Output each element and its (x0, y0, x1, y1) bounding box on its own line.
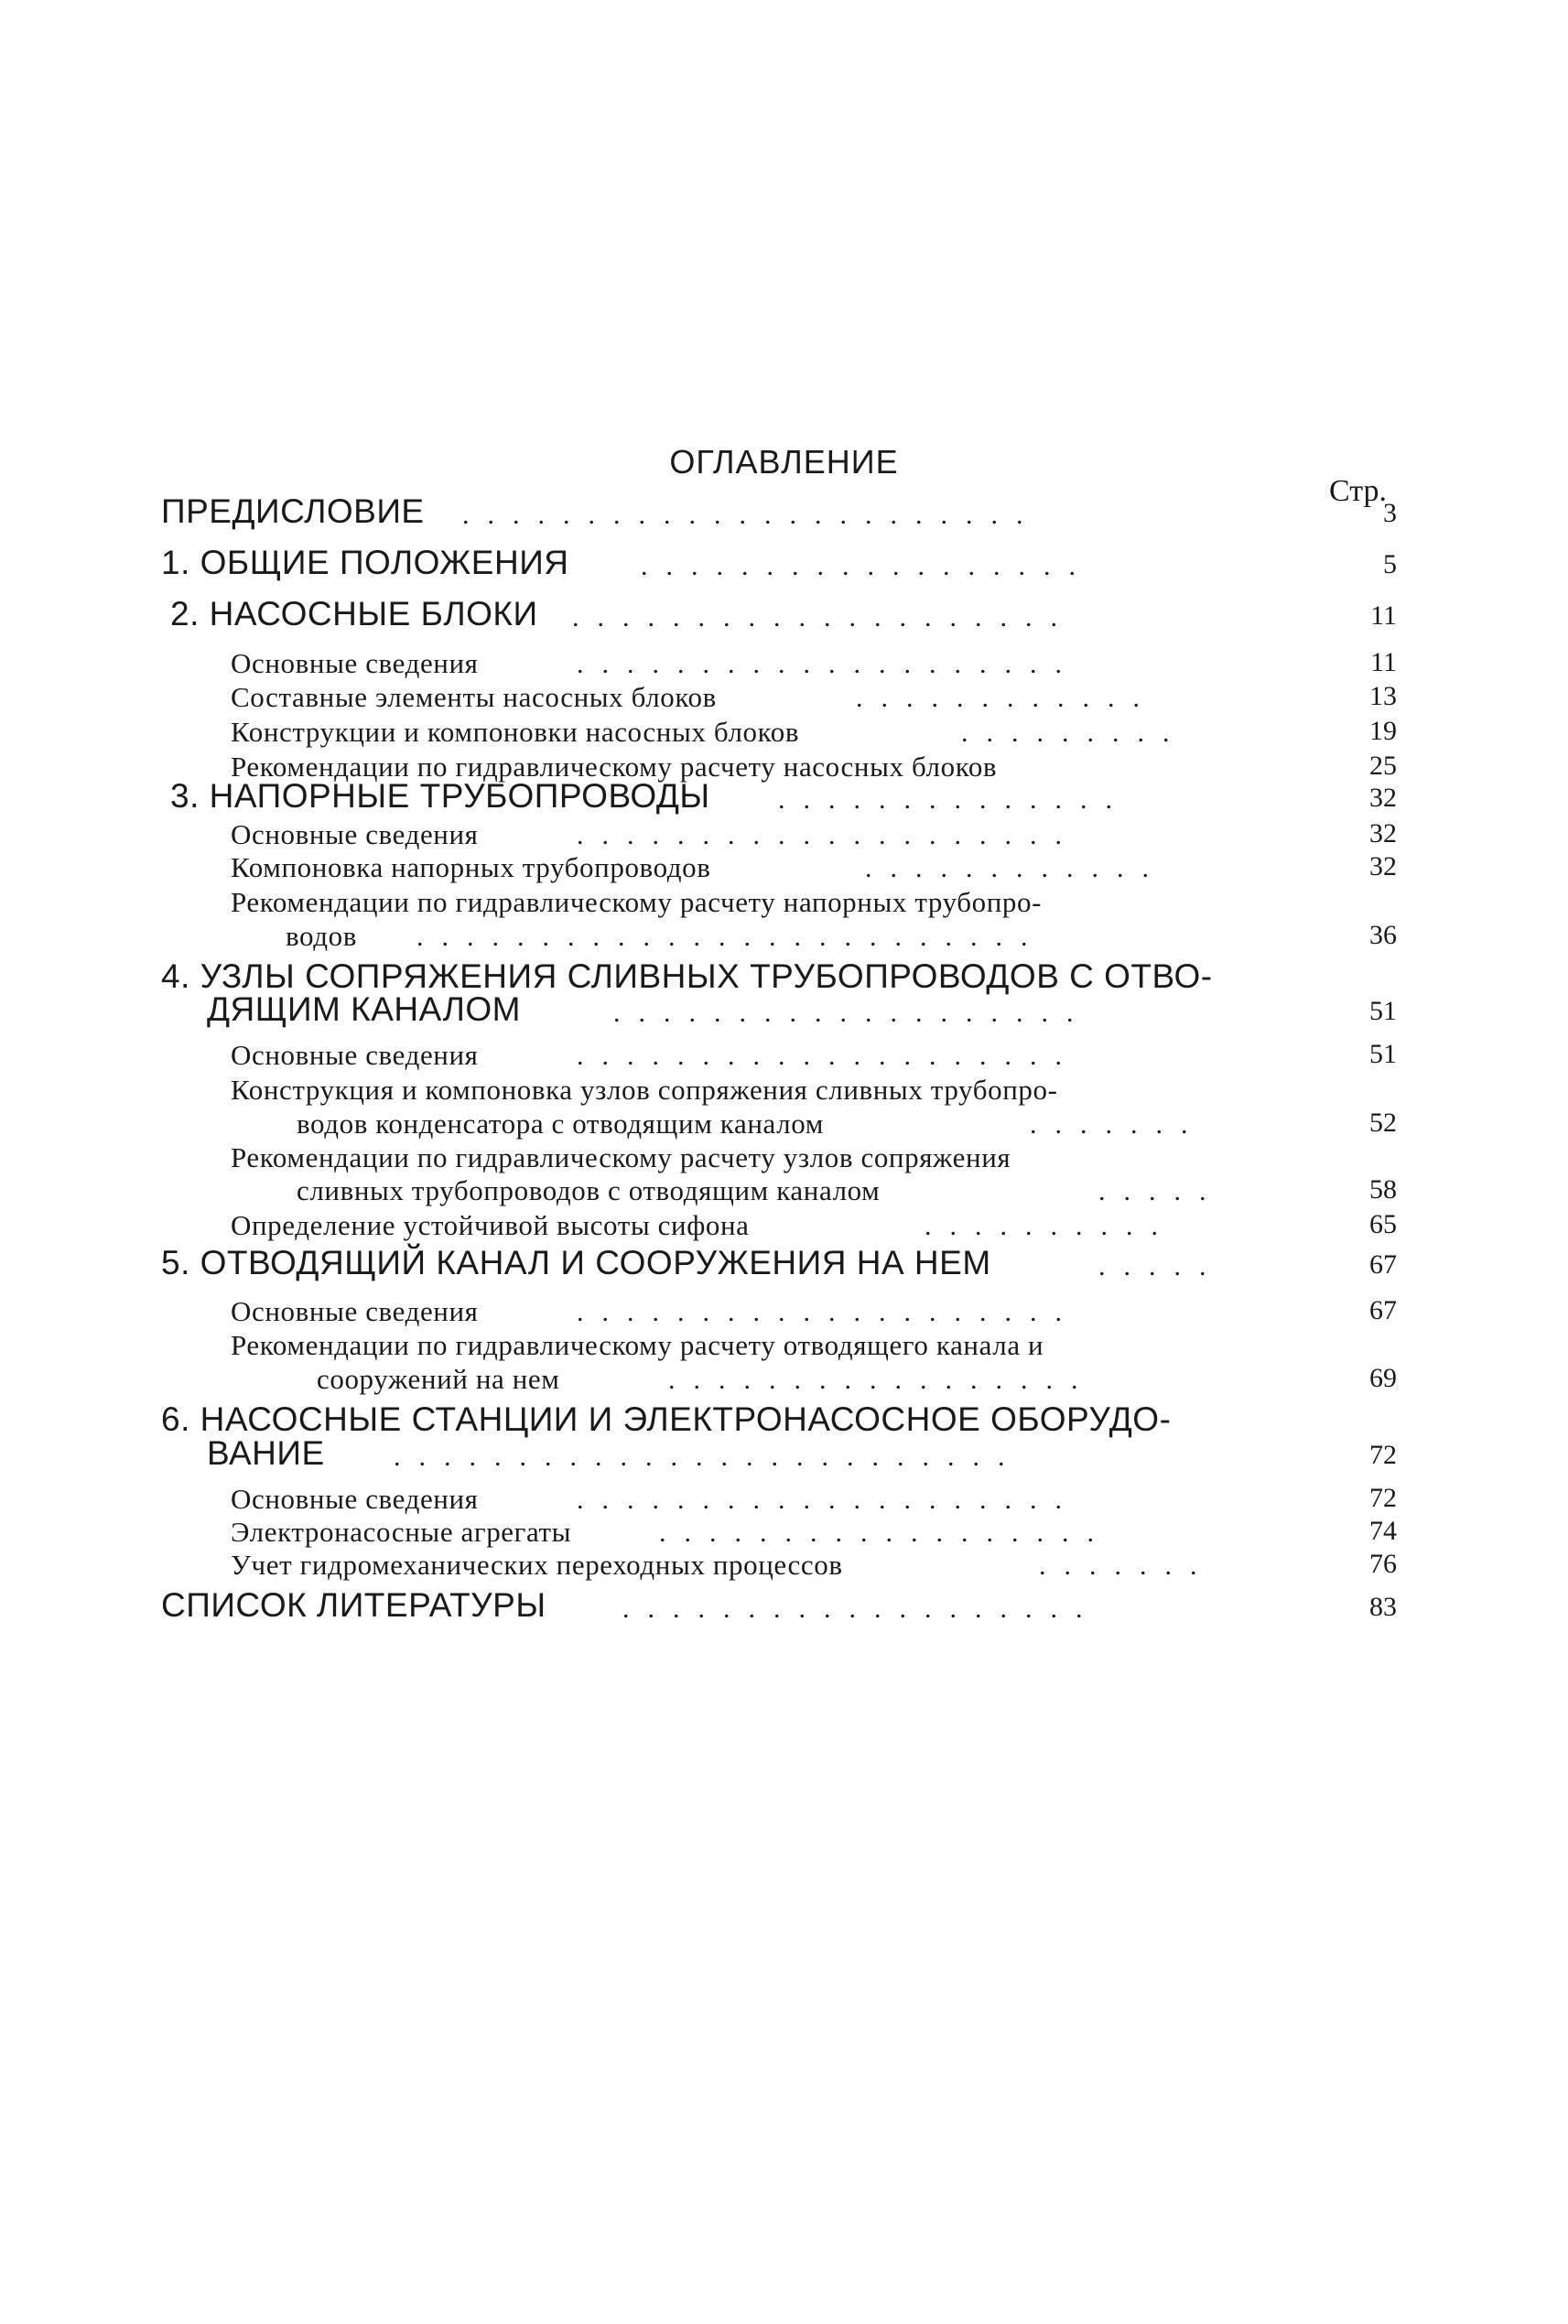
toc-chapter-title: 4. УЗЛЫ СОПРЯЖЕНИЯ СЛИВНЫХ ТРУБОПРОВОДОВ С ОТВО- (161, 957, 1213, 995)
toc-leader-dots: ....... (1030, 1109, 1206, 1140)
toc-chapter-title: ДЯЩИМ КАНАЛОМ (207, 990, 521, 1028)
toc-section-title: Учет гидромеханических переходных процессов (231, 1549, 843, 1581)
toc-page-number: 19 (1369, 716, 1397, 746)
toc-leader-dots: .................. (659, 1518, 1112, 1548)
toc-page-number: 51 (1369, 996, 1397, 1026)
toc-section-title: Рекомендации по гидравлическому расчету насосных блоков (231, 751, 998, 783)
toc-section-title: Компоновка напорных трубопроводов (231, 851, 711, 883)
toc-leader-dots: .................. (641, 551, 1094, 581)
toc-chapter-title: ВАНИЕ (207, 1434, 325, 1472)
toc-page-number: 69 (1369, 1363, 1397, 1393)
toc-section-title: Составные элементы насосных блоков (231, 681, 717, 713)
toc-section-title: Определение устойчивой высоты сифона (231, 1209, 750, 1241)
toc-page-number: 74 (1369, 1516, 1397, 1546)
toc-leader-dots: ............ (865, 853, 1167, 883)
toc-section-title: Электронасосные агрегаты (231, 1516, 572, 1548)
toc-leader-dots: ............ (856, 683, 1158, 713)
toc-leader-dots: ......................... (416, 922, 1046, 952)
toc-section-title: Основные сведения (231, 647, 479, 679)
toc-section-title: Конструкция и компоновка узлов сопряжения сливных трубопро- (231, 1074, 1058, 1106)
toc-page-number: 5 (1383, 549, 1397, 579)
toc-page-number: 83 (1369, 1592, 1397, 1622)
toc-section-title: Рекомендации по гидравлическому расчету узлов сопряжения (231, 1141, 1011, 1173)
toc-chapter-title: 2. НАСОСНЫЕ БЛОКИ (170, 595, 538, 632)
toc-chapter-title: 6. НАСОСНЫЕ СТАНЦИИ И ЭЛЕКТРОНАСОСНОЕ ОБОРУДО- (161, 1400, 1172, 1438)
toc-page-number: 11 (1370, 647, 1397, 677)
toc-chapter-title: 5. ОТВОДЯЩИЙ КАНАЛ И СООРУЖЕНИЯ НА НЕМ (161, 1244, 991, 1281)
toc-section-title: Основные сведения (231, 818, 479, 850)
toc-leader-dots: ................... (613, 998, 1092, 1028)
toc-page-number: 58 (1369, 1174, 1397, 1205)
toc-page-number: 11 (1370, 600, 1397, 631)
toc-page-number: 32 (1369, 783, 1397, 813)
toc-section-title: Основные сведения (231, 1483, 479, 1515)
toc-chapter-title: СПИСОК ЛИТЕРАТУРЫ (161, 1586, 546, 1624)
toc-page-number: 67 (1369, 1295, 1397, 1325)
toc-leader-dots: ................... (622, 1594, 1101, 1624)
toc-page-number: 51 (1369, 1039, 1397, 1069)
page-column-label: Стр. (1329, 474, 1388, 508)
toc-chapter-title: 1. ОБЩИЕ ПОЛОЖЕНИЯ (161, 544, 569, 581)
toc-page-number: 3 (1383, 498, 1397, 528)
toc-section-title: Рекомендации по гидравлическому расчету отводящего канала и (231, 1329, 1044, 1361)
toc-section-title: сооружений на нем (317, 1363, 560, 1395)
toc-page-number: 32 (1369, 818, 1397, 849)
toc-page-number: 32 (1369, 851, 1397, 881)
toc-leader-dots: ..... (1098, 1251, 1225, 1281)
toc-section-title: Рекомендации по гидравлическому расчету напорных трубопро- (231, 886, 1043, 918)
toc-section-title: сливных трубопроводов с отводящим каналом (297, 1174, 881, 1206)
toc-leader-dots: ......................... (394, 1442, 1023, 1472)
toc-leader-dots: .............. (778, 784, 1130, 815)
toc-page-number: 65 (1369, 1209, 1397, 1239)
toc-page-number: 67 (1369, 1249, 1397, 1280)
toc-leader-dots: ......... (961, 718, 1188, 748)
toc-leader-dots: .................... (577, 820, 1080, 850)
toc-section-title: Основные сведения (231, 1039, 479, 1071)
toc-page-number: 72 (1369, 1440, 1397, 1470)
toc-section-title: Конструкции и компоновки насосных блоков (231, 716, 800, 748)
toc-chapter-title: 3. НАПОРНЫЕ ТРУБОПРОВОДЫ (170, 777, 710, 815)
toc-section-title: Основные сведения (231, 1295, 479, 1327)
toc-leader-dots: .................... (572, 602, 1076, 632)
toc-leader-dots: .......... (925, 1211, 1176, 1241)
toc-section-title: водов конденсатора с отводящим каналом (297, 1108, 824, 1140)
toc-leader-dots: ................. (668, 1365, 1097, 1395)
page-title: ОГЛАВЛЕНИЕ (669, 443, 899, 481)
toc-page-number: 36 (1369, 920, 1397, 950)
toc-page-number: 13 (1369, 681, 1397, 711)
toc-leader-dots: ....................... (462, 500, 1042, 530)
toc-section-title: водов (286, 920, 357, 952)
toc-leader-dots: ....... (1039, 1551, 1216, 1581)
toc-page-number: 25 (1369, 751, 1397, 781)
toc-leader-dots: .................... (577, 649, 1080, 679)
toc-leader-dots: .................... (577, 1041, 1080, 1071)
toc-leader-dots: .................... (577, 1297, 1080, 1327)
toc-leader-dots: .................... (577, 1485, 1080, 1515)
toc-page-number: 52 (1369, 1108, 1397, 1138)
toc-page-number: 72 (1369, 1483, 1397, 1513)
toc-page-number: 76 (1369, 1549, 1397, 1579)
toc-leader-dots: ..... (1098, 1176, 1225, 1206)
toc-chapter-title: ПРЕДИСЛОВИЕ (161, 492, 425, 530)
